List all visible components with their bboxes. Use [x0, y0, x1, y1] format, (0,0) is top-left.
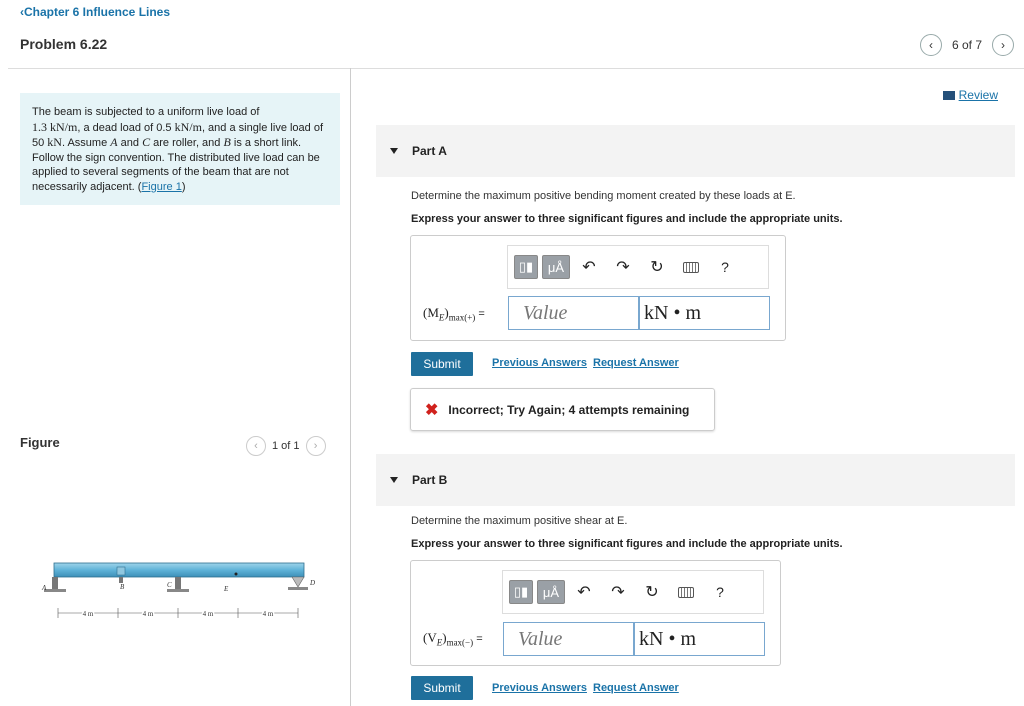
keyboard-button[interactable]: [676, 255, 706, 279]
part-a-question: Determine the maximum positive bending moment created by these loads at E.: [411, 190, 796, 202]
feedback-text: Incorrect; Try Again; 4 attempts remaining: [448, 402, 690, 417]
templates-button[interactable]: ▯▮: [509, 580, 533, 604]
label-d: D: [310, 579, 316, 587]
part-b-question: Determine the maximum positive shear at E.: [411, 515, 628, 527]
part-a-answer-box: [410, 235, 786, 341]
span-label: 4 m: [202, 610, 214, 618]
problem-value: 1.3 kN/m: [32, 119, 78, 134]
keyboard-icon: [678, 587, 694, 598]
keyboard-button[interactable]: [671, 580, 701, 604]
figure-page-count: 1 of 1: [272, 440, 300, 452]
part-a-header[interactable]: [376, 125, 1015, 177]
part-a-expression: $(M_E)_{max(+)}$ =: [423, 305, 485, 323]
chevron-right-icon: ›: [313, 440, 318, 452]
part-a-submit-button[interactable]: Submit: [411, 352, 473, 376]
chevron-left-icon: ‹: [20, 5, 24, 19]
problem-text: and: [117, 137, 143, 149]
beam: [54, 563, 304, 577]
chevron-left-icon: ‹: [928, 38, 933, 52]
problem-value: C: [142, 135, 151, 149]
part-a-feedback: [410, 388, 715, 431]
problem-value: kN/m: [174, 119, 202, 134]
part-a-value-input[interactable]: Value: [508, 296, 639, 330]
figure-link[interactable]: Figure 1: [141, 180, 182, 193]
review-label: Review: [958, 88, 998, 102]
redo-icon[interactable]: ↷: [611, 584, 625, 601]
label-c: C: [167, 581, 172, 589]
part-b-submit-button[interactable]: Submit: [411, 676, 473, 700]
problem-text: , and a single live load of 50: [32, 121, 324, 149]
problem-text: ): [181, 180, 186, 193]
label-b: B: [120, 583, 125, 591]
part-b-value-input[interactable]: Value: [503, 622, 634, 656]
caret-down-icon: [390, 148, 398, 154]
expr-sub: E: [438, 312, 445, 323]
problem-text: The beam is subjected to a uniform live load of: [32, 106, 260, 118]
span-label: 4 m: [82, 610, 94, 618]
expr-sub: max(−): [446, 637, 474, 648]
expr-sub: E: [436, 637, 443, 648]
problem-pager: [920, 34, 1014, 56]
chapter-link[interactable]: [20, 5, 170, 19]
caret-down-icon: [390, 477, 398, 483]
chevron-left-icon: ‹: [254, 440, 258, 452]
expr-eq: =: [473, 633, 483, 645]
problem-value: B: [223, 135, 231, 149]
part-b-unit-input[interactable]: kN • m: [634, 622, 765, 656]
hinge-b: [117, 567, 125, 575]
book-icon: [943, 91, 955, 100]
problem-text: , a dead load of 0.5: [77, 121, 175, 134]
undo-icon[interactable]: ↶: [577, 584, 591, 601]
problem-statement: [20, 93, 340, 205]
part-b-request-answer[interactable]: Request Answer: [593, 682, 679, 694]
label-e: E: [224, 585, 229, 593]
support-a: [44, 577, 66, 592]
support-d: [288, 577, 308, 590]
part-a-label: Part A: [412, 144, 447, 158]
problem-value: kN: [47, 135, 62, 149]
x-icon: ✖: [425, 401, 439, 419]
expr-eq: =: [475, 308, 485, 320]
header-divider: [8, 68, 1024, 69]
page-count: 6 of 7: [951, 38, 982, 52]
reset-icon[interactable]: ↻: [650, 259, 664, 276]
reset-icon[interactable]: ↻: [645, 584, 659, 601]
expr-sub: max(+): [448, 312, 476, 323]
problem-value: A: [110, 135, 118, 149]
undo-icon[interactable]: ↶: [582, 259, 596, 276]
problem-title: Problem 6.22: [20, 36, 108, 52]
beam-figure: [38, 556, 318, 626]
chevron-right-icon: ›: [1001, 38, 1005, 52]
expr-text: (M: [423, 305, 439, 320]
next-problem-button[interactable]: [992, 34, 1014, 56]
part-b-expression: $(V_E)_{max(-)}$ =: [423, 630, 483, 648]
label-a: A: [42, 584, 47, 592]
review-link[interactable]: [943, 88, 998, 102]
part-b-toolbar: [502, 570, 764, 614]
figure-label: Figure: [20, 435, 60, 450]
part-a-previous-answers[interactable]: Previous Answers: [492, 357, 587, 369]
next-figure-button[interactable]: [306, 436, 326, 456]
problem-text: is a short link. Follow the sign convention. The distributed live load can be applied to several segments of the beam that are not necessarily adjacent. (: [32, 137, 320, 193]
help-button[interactable]: ?: [716, 584, 724, 600]
part-b-header[interactable]: [376, 454, 1015, 506]
part-a-toolbar: [507, 245, 769, 289]
units-button[interactable]: μÅ: [542, 255, 570, 279]
part-b-answer-box: [410, 560, 781, 666]
part-b-instruction: Express your answer to three significant figures and include the appropriate units.: [411, 538, 843, 550]
part-a-unit-input[interactable]: kN • m: [639, 296, 770, 330]
problem-text: . Assume: [61, 137, 111, 149]
prev-problem-button[interactable]: [920, 34, 942, 56]
span-label: 4 m: [142, 610, 154, 618]
help-button[interactable]: ?: [721, 259, 729, 275]
units-button[interactable]: μÅ: [537, 580, 565, 604]
span-label: 4 m: [262, 610, 274, 618]
templates-button[interactable]: ▯▮: [514, 255, 538, 279]
part-b-label: Part B: [412, 473, 448, 487]
keyboard-icon: [683, 262, 699, 273]
problem-text: are roller, and: [150, 137, 224, 149]
figure-pager: [246, 436, 326, 456]
point-e-marker: [235, 573, 238, 576]
chapter-link-label: Chapter 6 Influence Lines: [24, 5, 171, 19]
redo-icon[interactable]: ↷: [616, 259, 630, 276]
column-divider: [350, 68, 351, 706]
prev-figure-button[interactable]: [246, 436, 266, 456]
part-b-previous-answers[interactable]: Previous Answers: [492, 682, 587, 694]
expr-text: (V: [423, 630, 437, 645]
part-a-request-answer[interactable]: Request Answer: [593, 357, 679, 369]
part-a-instruction: Express your answer to three significant figures and include the appropriate units.: [411, 213, 843, 225]
